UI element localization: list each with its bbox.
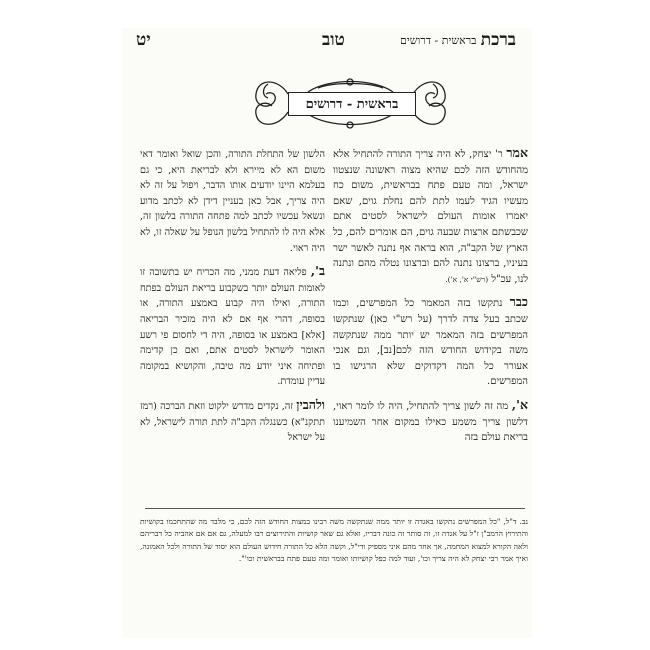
paragraph-text: מה זה לשון צריך להתחיל, היה לו לומר ראוי, דלשון צריך משמע כאילו במקום אחר השמיענו בריאת עולם בזה [333, 400, 528, 444]
running-header [122, 30, 532, 52]
paragraph-text: פליאה דעת ממני, מה הכריח יש בתשובה זו לאומות העולם יותר בשקבוע בריאת העולם בפתח התורה, ואילו היה קבוע באמצע התורה, או בסופה, דהרי אף אם לא היה מזכיר הבריאה [אלא] באמצע או בסופה, היה די לחסום פי רשע האומר לישראל לסטים אתם, ואם כן קדימה ופתיחה איני יודע מה טיבה, והקושיא במקומה עדיין עומדת. [140, 267, 325, 388]
paragraph-lead: ב', [310, 263, 325, 279]
section-title: בראשית - דרושים [288, 92, 416, 116]
paragraph [140, 145, 325, 256]
paragraph [140, 263, 325, 390]
book-title-left: טוב [322, 30, 345, 50]
section-title-ornament [248, 74, 453, 134]
paragraph-text: הלשון של התחלת התורה, והכן שואל ואומר דאי משום הא לא מיירא ולא לבריאת היא, כי גם בעלמא היינו יודעים אותו הדבר, ויפול על זה לא היה צריך, אבל כאן בעניין דידן לא לכתב מדוע ונשאל עכשיו לכתב למה פתחה התורה בלשון זה, אלא היה לו להתחיל בלשון הנופל על שאלה זו, לא היה ראוי. [140, 149, 325, 254]
folio-number: יט [136, 30, 151, 50]
paragraph [333, 294, 528, 390]
paragraph [333, 397, 528, 446]
paragraph [140, 397, 325, 446]
footnote: נב. ד"ל, "כל המפרשים נתקשו באגדה זו יותר ממה שנתקשה משה רבינו במצות החודש הזה לכם, כי מלבד מה שהתחכמו בקושיות והתירוץ הרמב"ן ז"ל על אגדה זו, זה סותר זה כונה דבריו, ואלא גם שאר קושיות והתירוצים רבו למעלה, גם אם אם אהביה כל דבריהם ולאה הקורא למצוא המחמה, אך אחד מהם איני מספיק ודי"ל, וקשה הלא כל התורה חידוש העולם הוא יסוד של התורה ולכל האמונה, ואיך אמר רבי יצחק לא היה צריך וכו', ועוד למה כפל קושיותו ואומר ומה טעם פתח בבראשית וכו'". [140, 517, 528, 563]
paragraph-lead: כבר [509, 294, 528, 310]
right-column [333, 145, 528, 453]
paragraph [333, 145, 528, 287]
paragraph-lead: אמר [506, 145, 528, 160]
left-column [140, 145, 325, 453]
paragraph-lead: ולהבין [296, 396, 325, 412]
footnote-divider [145, 508, 525, 509]
section-label: בראשית - דרושים [400, 34, 477, 47]
source-citation: (רש"י א', א'). [445, 274, 489, 284]
paragraph-text: זה, נקדים מדרש ילקוט וזאת הברכה (רמז תתקנ"א) כשנגלה הקב"ה לתת תורה לישראל, לא על ישראל [140, 400, 325, 444]
paragraph-lead: א', [511, 396, 528, 412]
paragraph-text: נתקשו בזה המאמר כל המפרשים, וכמו שכתב בעל צדה לדרך (על רש"י כאן) שנתקשו המפרשים בזה המאמר יש יותר ממה שנתקשה משה בקידוש החודש הזה לכם[נב], וגם אנכי אעורר כל המה דקדוקים שלא הרגישו בו המפרשים. [333, 298, 528, 388]
book-title-right: ברכת [480, 30, 516, 50]
paragraph-text: ר' יצחק, לא היה צריך התורה להתחיל אלא מהחודש הזה לכם שהיא מצוה ראשונה שנצטוו ישראל, ומה טעם פתח בבראשית, משום כח מעשיו הגיד לעמו לתת להם נחלת גוים, שאם יאמרו אומות העולם לישראל לסטים אתם שכבשתם ארצות שבעה גוים, הם אומרים להם, כל הארץ של הקב"ה, הוא בראה אף נתנה לאשר ישר בעיניו, ברצונו נתנה להם וברצונו נטלה מהם ונתנה לנו, עכ"ל [333, 149, 528, 285]
